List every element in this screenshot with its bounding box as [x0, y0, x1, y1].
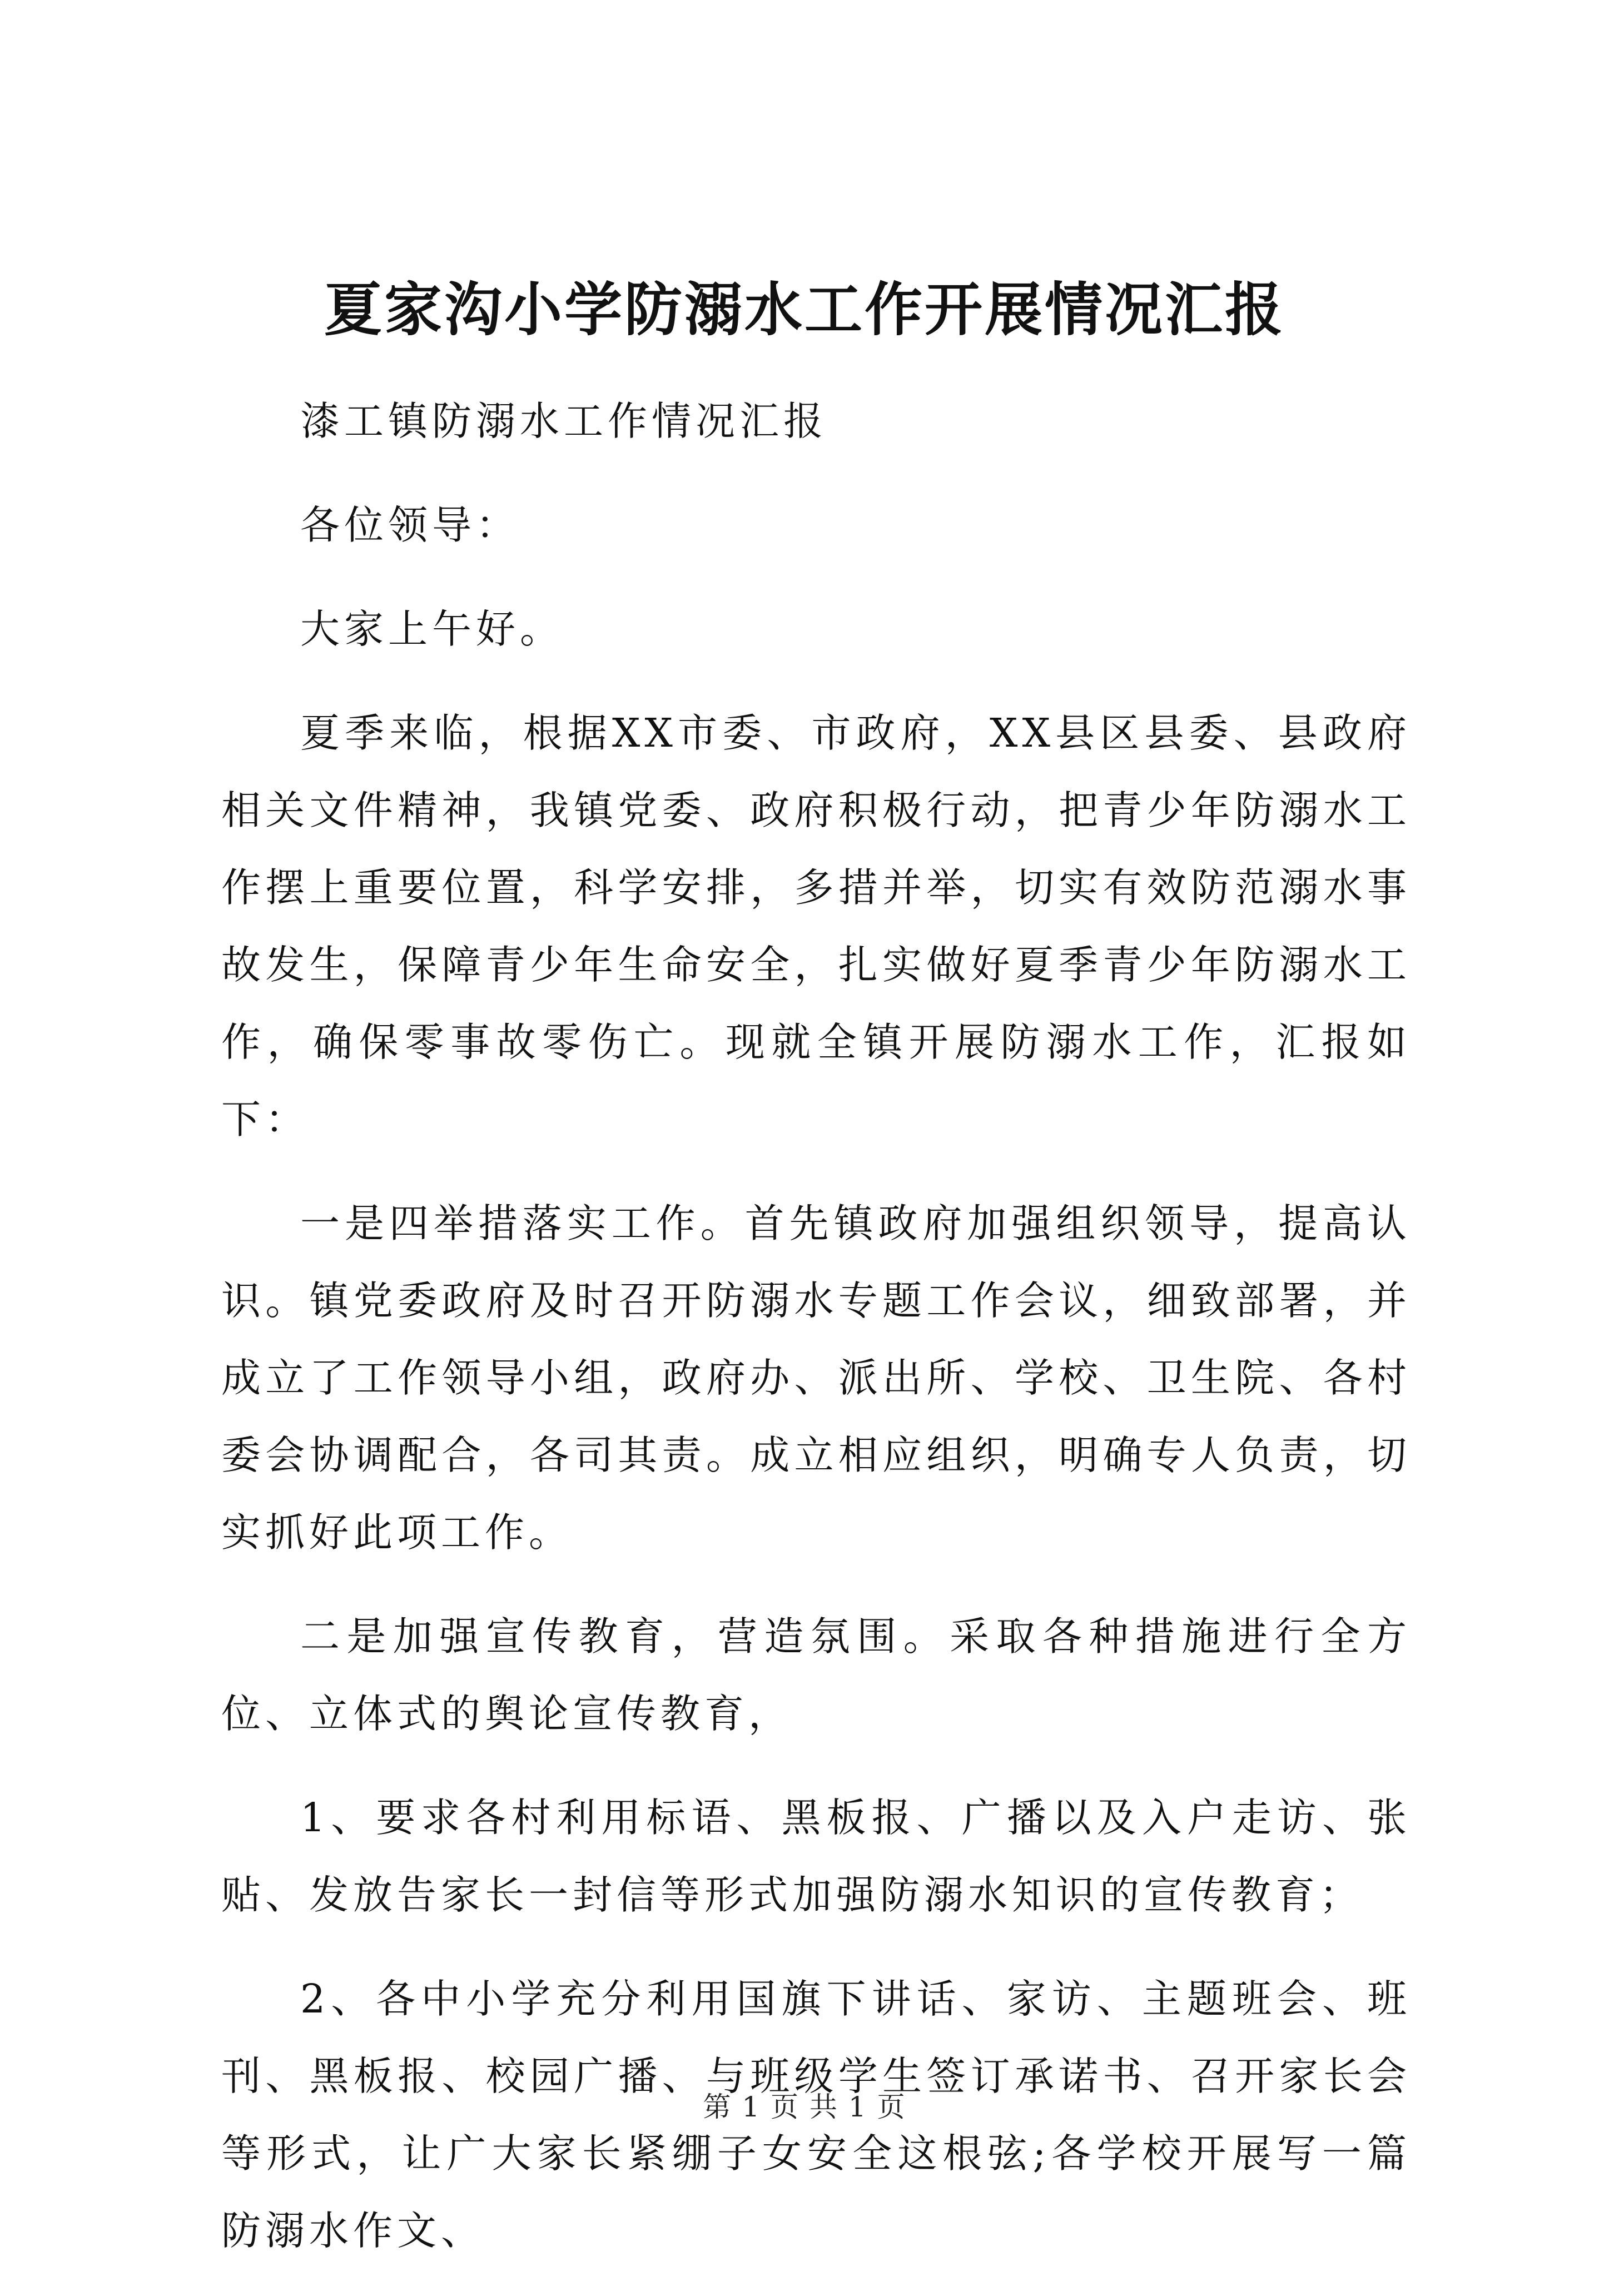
body-paragraph: 一是四举措落实工作。首先镇政府加强组织领导，提高认识。镇党委政府及时召开防溺水专题工作会议，细致部署，并成立了工作领导小组，政府办、派出所、学校、卫生院、各村委会协调配合，各司其责。成立相应组织，明确专人负责，切实抓好此项工作。	[221, 1200, 1411, 1555]
body-paragraph: 2、各中小学充分利用国旗下讲话、家访、主题班会、班刊、黑板报、校园广播、与班级学生签订承诺书、召开家长会等形式，让广大家长紧绷子女安全这根弦;各学校开展写一篇防溺水作文、	[221, 1976, 1411, 2254]
subtitle-paragraph: 漆工镇防溺水工作情况汇报	[300, 398, 828, 444]
body-paragraph: 1、要求各村利用标语、黑板报、广播以及入户走访、张贴、发放告家长一封信等形式加强防溺水知识的宣传教育；	[221, 1795, 1411, 1918]
salutation-paragraph: 各位领导：	[300, 502, 520, 548]
document-title: 夏家沟小学防溺水工作开展情况汇报	[324, 275, 1285, 344]
body-paragraph: 夏季来临，根据XX市委、市政府，XX县区县委、县政府相关文件精神，我镇党委、政府积极行动，把青少年防溺水工作摆上重要位置，科学安排，多措并举，切实有效防范溺水事故发生，保障青少年生命安全，扎实做好夏季青少年防溺水工作，确保零事故零伤亡。现就全镇开展防溺水工作，汇报如下：	[221, 710, 1411, 1142]
greeting-paragraph: 大家上午好。	[300, 606, 564, 652]
page-number-footer: 第 1 页 共 1 页	[703, 2091, 906, 2123]
body-paragraph: 二是加强宣传教育，营造氛围。采取各种措施进行全方位、立体式的舆论宣传教育，	[221, 1613, 1411, 1737]
document-body	[221, 382, 1411, 2296]
